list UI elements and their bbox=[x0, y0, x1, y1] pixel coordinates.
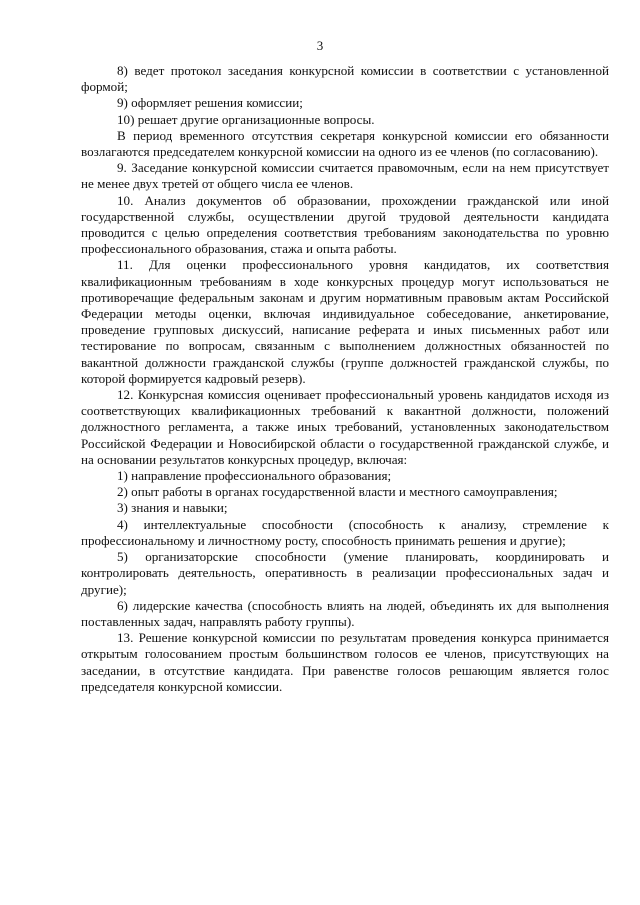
paragraph-clause-12: 12. Конкурсная комиссия оценивает профессиональный уровень кандидатов исходя из соответствующих квалификационных требований к вакантной должности, положений должностного регламента, а также иных требований, установленных законодательством Российской Федерации и Новосибирской области о государственной гражданской службе, и на основании результатов конкурсных процедур, включая: bbox=[81, 387, 609, 467]
paragraph-clause-9: 9. Заседание конкурсной комиссии считается правомочным, если на нем присутствует не менее двух третей от общего числа ее членов. bbox=[81, 160, 609, 192]
document-body bbox=[81, 63, 609, 695]
paragraph-clause-13: 13. Решение конкурсной комиссии по результатам проведения конкурса принимается открытым голосованием простым большинством голосов ее членов, присутствующих на заседании, в отсутствие кандидата. При равенстве голосов решающим является голос председателя конкурсной комиссии. bbox=[81, 630, 609, 694]
paragraph-item-10: 10) решает другие организационные вопросы. bbox=[117, 111, 375, 127]
paragraph-item-9: 9) оформляет решения комиссии; bbox=[117, 95, 303, 111]
page-number: 3 bbox=[316, 38, 324, 53]
paragraph-list-item-1: 1) направление профессионального образования; bbox=[117, 468, 392, 484]
paragraph-list-item-6: 6) лидерские качества (способность влиять на людей, объединять их для выполнения поставленных задач, направлять работу группы). bbox=[81, 597, 609, 629]
paragraph-list-item-3: 3) знания и навыки; bbox=[117, 500, 228, 516]
paragraph-item-8: 8) ведет протокол заседания конкурсной комиссии в соответствии с установленной формой; bbox=[81, 63, 609, 95]
paragraph-list-item-2: 2) опыт работы в органах государственной власти и местного самоуправления; bbox=[117, 484, 558, 500]
paragraph-clause-11: 11. Для оценки профессионального уровня кандидатов, их соответствия квалификационным требованиям в ходе конкурсных процедур могут использоваться не противоречащие федеральным законам и другим нормативным правовым актам Российской Федерации методы оценки, включая индивидуальное собеседование, анкетирование, проведение групповых дискуссий, написание реферата и иных письменных работ или тестирование по вопросам, связанным с выполнением должностных обязанностей по вакантной должности гражданской службы (группе должностей гражданской службы, по которой формируется кадровый резерв). bbox=[81, 257, 609, 386]
paragraph-list-item-4: 4) интеллектуальные способности (способность к анализу, стремление к профессиональному и личностному росту, способность принимать решения и другие); bbox=[81, 516, 609, 548]
paragraph-clause-10: 10. Анализ документов об образовании, прохождении гражданской или иной государственной службы, осуществлении другой трудовой деятельности кандидата проводится с целью определения соответствия требованиям законодательства по уровню профессионального образования, стажа и опыта работы. bbox=[81, 192, 609, 257]
paragraph-list-item-5: 5) организаторские способности (умение планировать, координировать и контролировать деятельность, оперативность в реализации профессиональных задач и другие); bbox=[81, 549, 609, 597]
paragraph-secretary-absence: В период временного отсутствия секретаря конкурсной комиссии его обязанности возлагаются председателем конкурсной комиссии на одного из ее членов (по согласованию). bbox=[81, 127, 609, 160]
